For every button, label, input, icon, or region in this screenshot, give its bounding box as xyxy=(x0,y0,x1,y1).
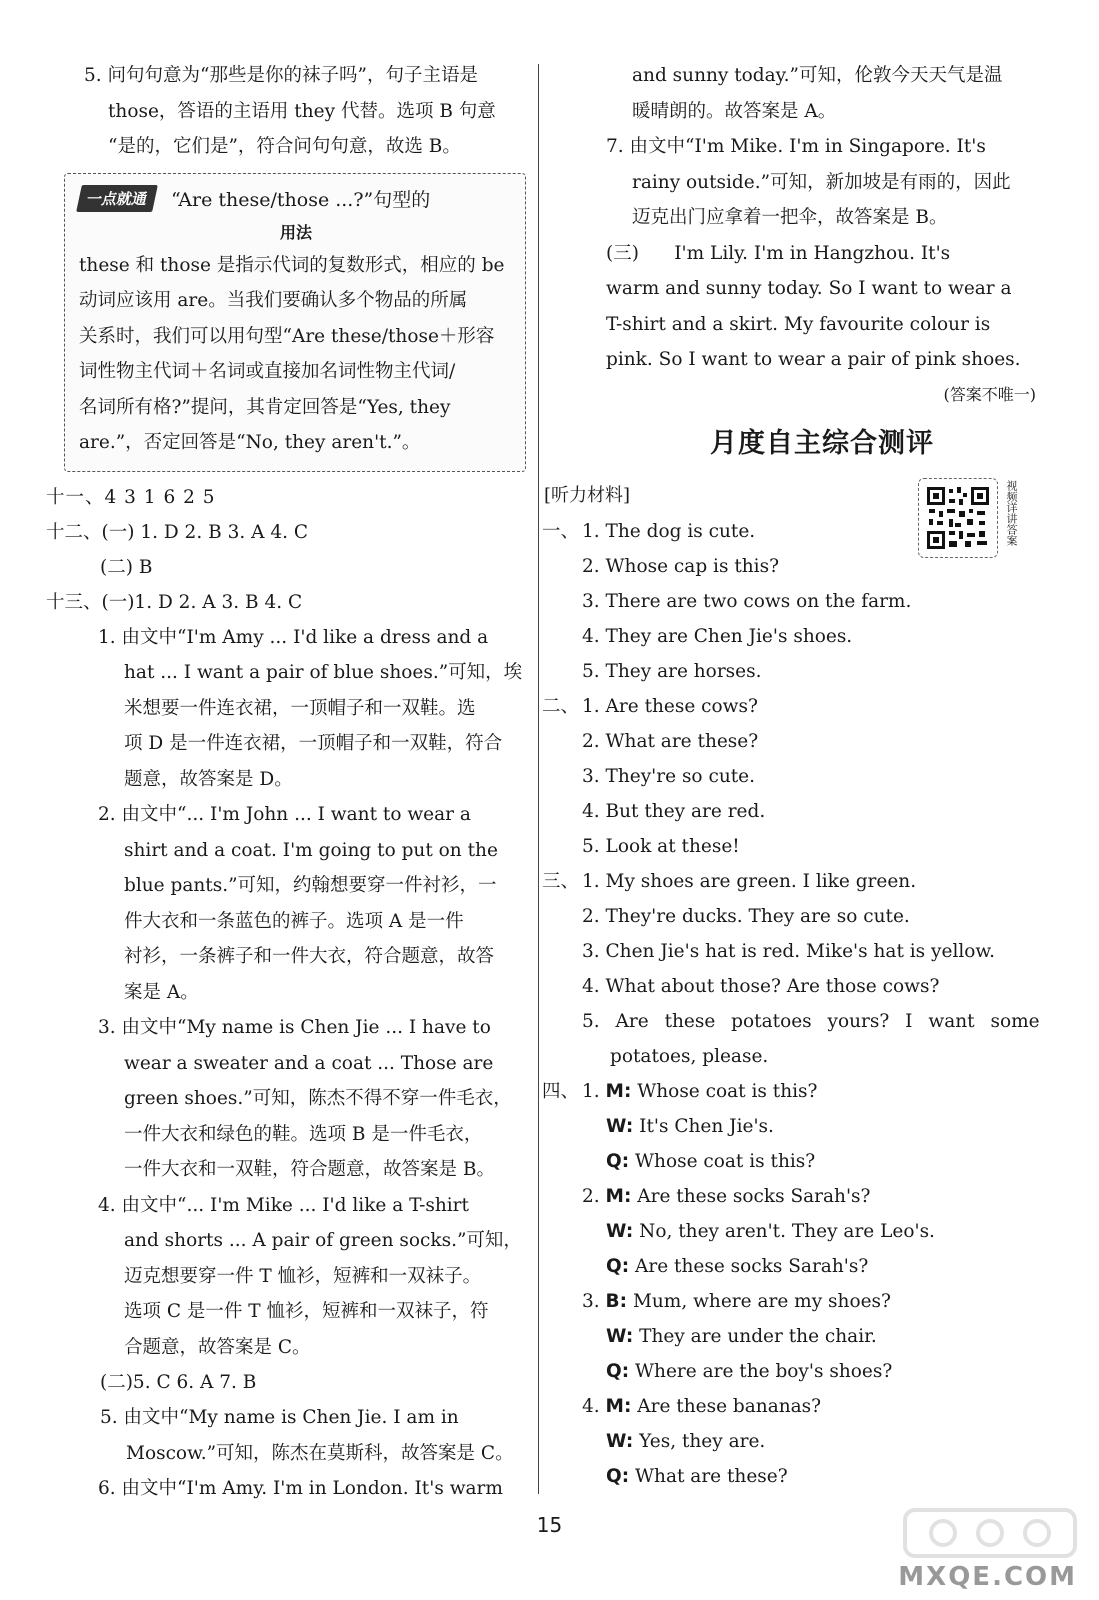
right-column xyxy=(542,58,1040,1494)
tip-subtitle: 用法 xyxy=(279,222,312,242)
speaker: M: xyxy=(605,1080,632,1102)
dialog xyxy=(582,1284,1036,1389)
listening-line: 5. They are horses. xyxy=(582,660,762,682)
text-line: hat ... I want a pair of blue shoes.”可知，埃 xyxy=(124,662,523,683)
text-line: 6. 由文中“I'm Amy. I'm in London. It's warm xyxy=(98,1478,503,1499)
left-column xyxy=(46,58,530,1507)
tip-line: these 和 those 是指示代词的复数形式，相应的 be xyxy=(79,254,505,276)
dialog-line xyxy=(582,1214,1036,1249)
listening-line: 3. There are two cows on the farm. xyxy=(582,590,912,612)
answer-13-6 xyxy=(60,1471,530,1507)
listening-material xyxy=(542,478,1040,1494)
text-line: 1. 由文中“I'm Amy ... I'd like a dress and a xyxy=(98,626,489,648)
page-number: 15 xyxy=(536,1513,563,1537)
answer-7 xyxy=(548,129,1036,236)
tip-line: 关系时，我们可以用句型“Are these/those＋形容 xyxy=(79,325,495,347)
utterance: Whose coat is this? xyxy=(635,1150,816,1172)
answer-13-5 xyxy=(60,1400,530,1471)
column-divider xyxy=(538,64,539,1494)
text-line: 衬衫，一条裤子和一件大衣，符合题意，故答 xyxy=(124,946,495,967)
listening-line: 1. The dog is cute. xyxy=(582,520,756,542)
listening-line: potatoes, please. xyxy=(610,1045,769,1067)
text-line: 案是 A。 xyxy=(124,981,199,1003)
dialog-number: 1. xyxy=(582,1080,600,1102)
speaker: Q: xyxy=(606,1360,630,1382)
listening-line: 5. Are these potatoes yours? I want some xyxy=(582,1010,1040,1032)
speaker: M: xyxy=(605,1185,632,1207)
qr-caption: 视频详讲答案 xyxy=(1005,479,1018,546)
tip-header xyxy=(79,180,513,218)
dialog-line xyxy=(582,1389,1036,1424)
answer-13-4 xyxy=(60,1188,530,1366)
tip-badge: 一点就通 xyxy=(76,185,158,212)
answer-13-2 xyxy=(60,797,530,1010)
utterance: Whose coat is this? xyxy=(637,1080,818,1102)
dialog-line xyxy=(582,1109,1036,1144)
listening-group-2 xyxy=(542,689,1036,864)
tip-line: 词性物主代词＋名词或直接加名词性物主代词/ xyxy=(79,361,456,382)
dialog-line xyxy=(582,1249,1036,1284)
text-line: 米想要一件连衣裙，一顶帽子和一双鞋。选 xyxy=(124,697,476,719)
speaker: B: xyxy=(605,1290,628,1312)
section-11: 十一、4 3 1 6 2 5 xyxy=(46,486,216,508)
dialog-line xyxy=(582,1424,1036,1459)
text-line: 项 D 是一件连衣裙，一顶帽子和一双鞋，符合 xyxy=(124,733,503,754)
dialog-line xyxy=(582,1319,1036,1354)
text-line: 7. 由文中“I'm Mike. I'm in Singapore. It's xyxy=(606,136,986,157)
listening-line: 2. Whose cap is this? xyxy=(582,555,780,577)
tip-line: 动词应该用 are。当我们要确认多个物品的所属 xyxy=(79,290,468,311)
text-line: blue pants.”可知，约翰想要穿一件衬衫，一 xyxy=(124,875,497,896)
text-line: (三) I'm Lily. I'm in Hangzhou. It's xyxy=(606,242,951,264)
answer-13-3 xyxy=(60,1010,530,1188)
text-line: rainy outside.”可知，新加坡是有雨的，因此 xyxy=(632,171,1011,193)
dialog-line xyxy=(582,1074,1036,1109)
text-line: those，答语的主语用 they 代替。选项 B 句意 xyxy=(108,100,496,122)
listening-header: [听力材料] xyxy=(544,484,631,506)
dialog-line xyxy=(582,1144,1036,1179)
text-line: 件大衣和一条蓝色的裤子。选项 A 是一件 xyxy=(124,910,464,932)
text-line: and shorts ... A pair of green socks.”可知， xyxy=(124,1230,522,1251)
speaker: Q: xyxy=(606,1465,630,1487)
listening-group-1 xyxy=(542,514,1036,689)
text-line: pink. So I want to wear a pair of pink shoes. xyxy=(606,349,1021,370)
utterance: Yes, they are. xyxy=(639,1430,766,1452)
utterance: Are these socks Sarah's? xyxy=(637,1185,871,1207)
listening-group-3 xyxy=(542,864,1040,1074)
group-label: 四、 xyxy=(542,1080,580,1102)
text-line: Moscow.”可知，陈杰在莫斯科，故答案是 C。 xyxy=(126,1442,514,1464)
answer-note: (答案不唯一) xyxy=(943,384,1036,404)
utterance: Are these bananas? xyxy=(637,1395,822,1417)
dialog-line xyxy=(582,1179,1036,1214)
text-line: 一件大衣和绿色的鞋。选项 B 是一件毛衣， xyxy=(124,1123,483,1145)
text-line: wear a sweater and a coat ... Those are xyxy=(124,1052,494,1074)
dialog-number: 3. xyxy=(582,1290,600,1312)
dialog-number: 2. xyxy=(582,1185,600,1207)
text-line: green shoes.”可知，陈杰不得不穿一件毛衣， xyxy=(124,1088,512,1109)
answer-6-cont xyxy=(548,58,1036,129)
speaker: W: xyxy=(606,1220,634,1242)
listening-line: 4. But they are red. xyxy=(582,800,766,822)
listening-line: 1. Are these cows? xyxy=(582,695,758,717)
tip-title: “Are these/those ...?”句型的 xyxy=(171,189,431,211)
text-line: 2. 由文中“... I'm John ... I want to wear a xyxy=(98,804,471,825)
dialog-line xyxy=(582,1284,1036,1319)
answer-part3 xyxy=(548,236,1036,378)
dialog-line xyxy=(582,1354,1036,1389)
listening-line: 1. My shoes are green. I like green. xyxy=(582,870,917,892)
text-line: 4. 由文中“... I'm Mike ... I'd like a T-shirt xyxy=(98,1194,469,1216)
text-line: 合题意，故答案是 C。 xyxy=(124,1336,311,1358)
text-line: shirt and a coat. I'm going to put on the xyxy=(124,839,498,861)
listening-line: 4. What about those? Are those cows? xyxy=(582,975,940,997)
group-label: 三、 xyxy=(542,870,580,892)
section-title: 月度自主综合测评 xyxy=(710,427,934,459)
text-line: 题意，故答案是 D。 xyxy=(124,768,293,790)
text-line: 5. 由文中“My name is Chen Jie. I am in xyxy=(100,1407,459,1428)
text-line: 5. 问句句意为“那些是你的袜子吗”，句子主语是 xyxy=(84,65,478,86)
utterance: Mum, where are my shoes? xyxy=(632,1290,891,1312)
utterance: What are these? xyxy=(635,1465,788,1487)
dialog xyxy=(582,1179,1036,1284)
tip-line: are.”，否定回答是“No, they aren't.”。 xyxy=(79,432,421,453)
listening-line: 3. They're so cute. xyxy=(582,765,755,787)
text-line: 迈克想要穿一件 T 恤衫，短裤和一双袜子。 xyxy=(124,1265,482,1287)
dialog-line xyxy=(582,1459,1036,1494)
speaker: M: xyxy=(605,1395,632,1417)
listening-group-4 xyxy=(542,1074,1036,1494)
text-line: 3. 由文中“My name is Chen Jie ... I have to xyxy=(98,1017,491,1038)
group-label: 二、 xyxy=(542,695,580,717)
listening-line: 5. Look at these! xyxy=(582,835,740,857)
tip-line: 名词所有格?”提问，其肯定回答是“Yes, they xyxy=(79,396,451,418)
text-line: 一件大衣和一双鞋，符合题意，故答案是 B。 xyxy=(124,1159,495,1180)
speaker: W: xyxy=(606,1325,634,1347)
group-label: 一、 xyxy=(542,520,580,542)
section-12-part2: (二) B xyxy=(100,556,153,578)
text-line: T-shirt and a skirt. My favourite colour is xyxy=(606,313,991,335)
section-12-part1: 十二、(一) 1. D 2. B 3. A 4. C xyxy=(46,521,309,543)
answer-13-1 xyxy=(60,620,530,798)
utterance: They are under the chair. xyxy=(639,1325,877,1347)
text-line: warm and sunny today. So I want to wear a xyxy=(606,278,1012,299)
tip-box xyxy=(64,173,526,472)
listening-line: 2. What are these? xyxy=(582,730,759,752)
listening-line: 3. Chen Jie's hat is red. Mike's hat is yellow. xyxy=(582,940,995,962)
utterance: It's Chen Jie's. xyxy=(639,1115,774,1137)
text-line: 暖晴朗的。故答案是 A。 xyxy=(632,100,837,122)
utterance: Where are the boy's shoes? xyxy=(635,1360,893,1382)
dialog xyxy=(582,1074,1036,1179)
listening-line: 2. They're ducks. They are so cute. xyxy=(582,905,910,927)
dialog-number: 4. xyxy=(582,1395,600,1417)
dialog xyxy=(582,1389,1036,1494)
speaker: W: xyxy=(606,1115,634,1137)
text-line: and sunny today.”可知，伦敦今天天气是温 xyxy=(632,65,1003,86)
text-line: 选项 C 是一件 T 恤衫，短裤和一双袜子，符 xyxy=(124,1301,489,1322)
utterance: No, they aren't. They are Leo's. xyxy=(639,1220,935,1242)
text-line: “是的，它们是”，符合问句句意，故选 B。 xyxy=(108,136,461,157)
speaker: W: xyxy=(606,1430,634,1452)
section-13-part2: (二)5. C 6. A 7. B xyxy=(100,1372,257,1393)
section-13-part1: 十三、(一)1. D 2. A 3. B 4. C xyxy=(46,591,303,613)
listening-line: 4. They are Chen Jie's shoes. xyxy=(582,625,853,647)
answer-q5 xyxy=(60,58,530,165)
speaker: Q: xyxy=(606,1150,630,1172)
speaker: Q: xyxy=(606,1255,630,1277)
watermark-text: MXQE.COM xyxy=(898,1562,1077,1592)
text-line: 迈克出门应拿着一把伞，故答案是 B。 xyxy=(632,207,948,228)
utterance: Are these socks Sarah's? xyxy=(635,1255,869,1277)
